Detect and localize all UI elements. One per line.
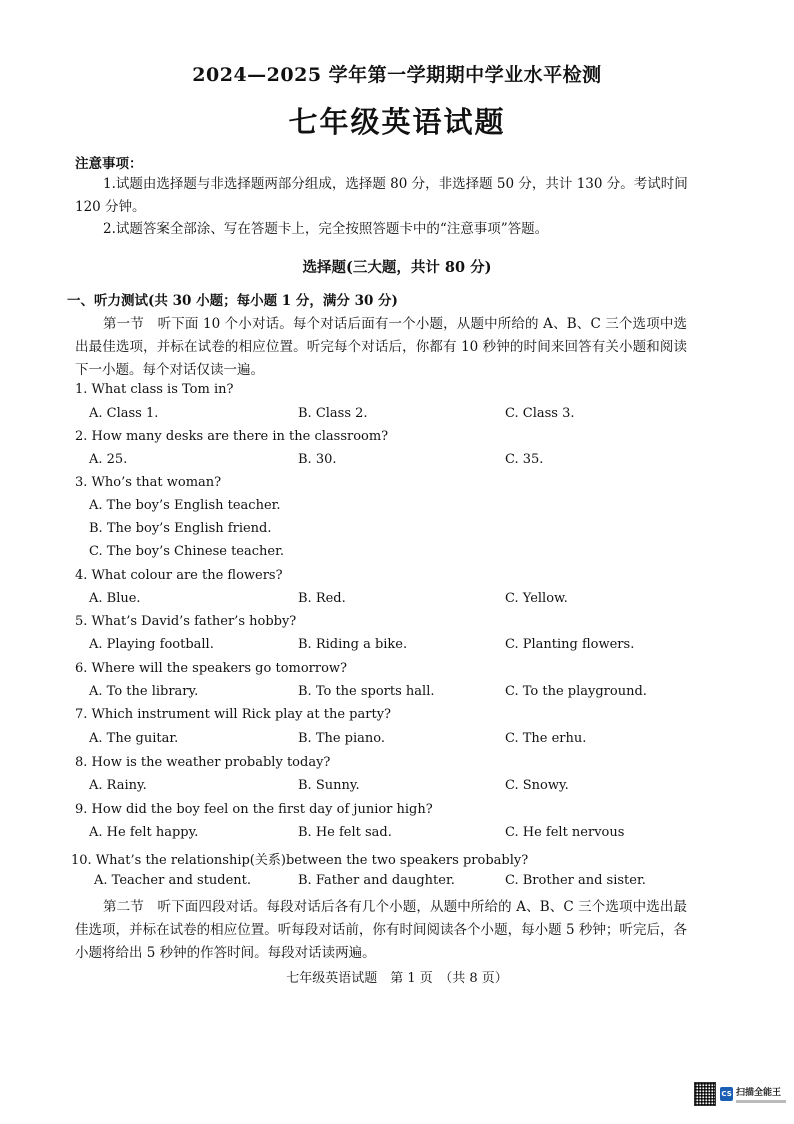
option-a: A. Teacher and student. (94, 873, 252, 888)
section-title: 选择题(三大题，共计 80 分) (302, 259, 492, 276)
option-b: B. To the sports hall. (298, 684, 435, 699)
option-a: A. Class 1. (89, 406, 159, 421)
watermark-label: 扫描全能王 (736, 1088, 782, 1098)
notice-heading: 注意事项： (75, 156, 143, 172)
option-a: A. Rainy. (89, 778, 147, 793)
part-title: 一、听力测试(共 30 小题；每小题 1 分，满分 30 分) (67, 293, 398, 309)
option-b: B. Red. (298, 591, 346, 606)
question-stem: 10. What’s the relationship(关系)between the two speakers probably? (71, 853, 529, 868)
question-stem: 6. Where will the speakers go tomorrow? (75, 661, 348, 676)
option-a: A. The boy’s English teacher. (89, 498, 281, 513)
option-c: C. He felt nervous (505, 825, 625, 840)
section1-intro: 第一节 听下面 10 个小对话。每个对话后面有一个小题，从题中所给的 A、B、C 三个选项中选出最佳选项，并标在试卷的相应位置。听完每个对话后，你都有 10 秒钟的时间来回答有关小题和阅读下一小题。每个对话仅读一遍。 (75, 316, 687, 378)
question-stem: 3. Who’s that woman? (75, 475, 222, 490)
section2-intro: 第二节 听下面四段对话。每段对话后各有几个小题，从题中所给的 A、B、C 三个选项中选出最佳选项，并标在试卷的相应位置。听每段对话前，你有时间阅读各个小题，每小题 5 秒钟；听完后，各小题将给出 5 秒钟的作答时间。每段对话读两遍。 (75, 899, 687, 961)
question-stem: 9. How did the boy feel on the first day of junior high? (75, 802, 433, 817)
option-c: C. Brother and sister. (505, 873, 646, 888)
watermark-subline (736, 1100, 786, 1103)
scanner-watermark (694, 1080, 786, 1108)
question-stem: 1. What class is Tom in? (75, 382, 234, 397)
option-c: C. The boy’s Chinese teacher. (89, 544, 285, 559)
exam-title: 2024—2025 学年第一学期期中学业水平检测 (192, 64, 602, 86)
question-stem: 2. How many desks are there in the classroom? (75, 429, 389, 444)
option-c: C. Snowy. (505, 778, 569, 793)
option-a: A. The guitar. (89, 731, 179, 746)
page-footer: 七年级英语试题 第 1 页 （共 8 页） (286, 971, 508, 986)
camscanner-logo-icon: CS (720, 1087, 733, 1101)
option-b: B. The boy’s English friend. (89, 521, 272, 536)
question-stem: 7. Which instrument will Rick play at the party? (75, 707, 392, 722)
option-b: B. He felt sad. (298, 825, 392, 840)
subject-title: 七年级英语试题 (288, 105, 506, 139)
option-c: C. To the playground. (505, 684, 647, 699)
option-b: B. Father and daughter. (298, 873, 455, 888)
option-b: B. Class 2. (298, 406, 368, 421)
option-c: C. Planting flowers. (505, 637, 635, 652)
option-b: B. The piano. (298, 731, 386, 746)
option-b: B. Riding a bike. (298, 637, 408, 652)
qr-code-icon (694, 1082, 716, 1106)
option-a: A. He felt happy. (89, 825, 199, 840)
option-c: C. 35. (505, 452, 544, 467)
question-stem: 5. What’s David’s father’s hobby? (75, 614, 297, 629)
notice-item-1: 1.试题由选择题与非选择题两部分组成，选择题 80 分，非选择题 50 分，共计 130 分。考试时间 120 分钟。 (75, 176, 688, 215)
option-a: A. 25. (89, 452, 128, 467)
option-a: A. To the library. (89, 684, 199, 699)
option-c: C. Yellow. (505, 591, 568, 606)
option-c: C. Class 3. (505, 406, 575, 421)
question-stem: 4. What colour are the flowers? (75, 568, 283, 583)
option-b: B. 30. (298, 452, 337, 467)
option-a: A. Blue. (89, 591, 141, 606)
option-b: B. Sunny. (298, 778, 360, 793)
notice-item-2: 2.试题答案全部涂、写在答题卡上，完全按照答题卡中的“注意事项”答题。 (103, 221, 549, 237)
option-c: C. The erhu. (505, 731, 587, 746)
option-a: A. Playing football. (89, 637, 214, 652)
question-stem: 8. How is the weather probably today? (75, 755, 331, 770)
